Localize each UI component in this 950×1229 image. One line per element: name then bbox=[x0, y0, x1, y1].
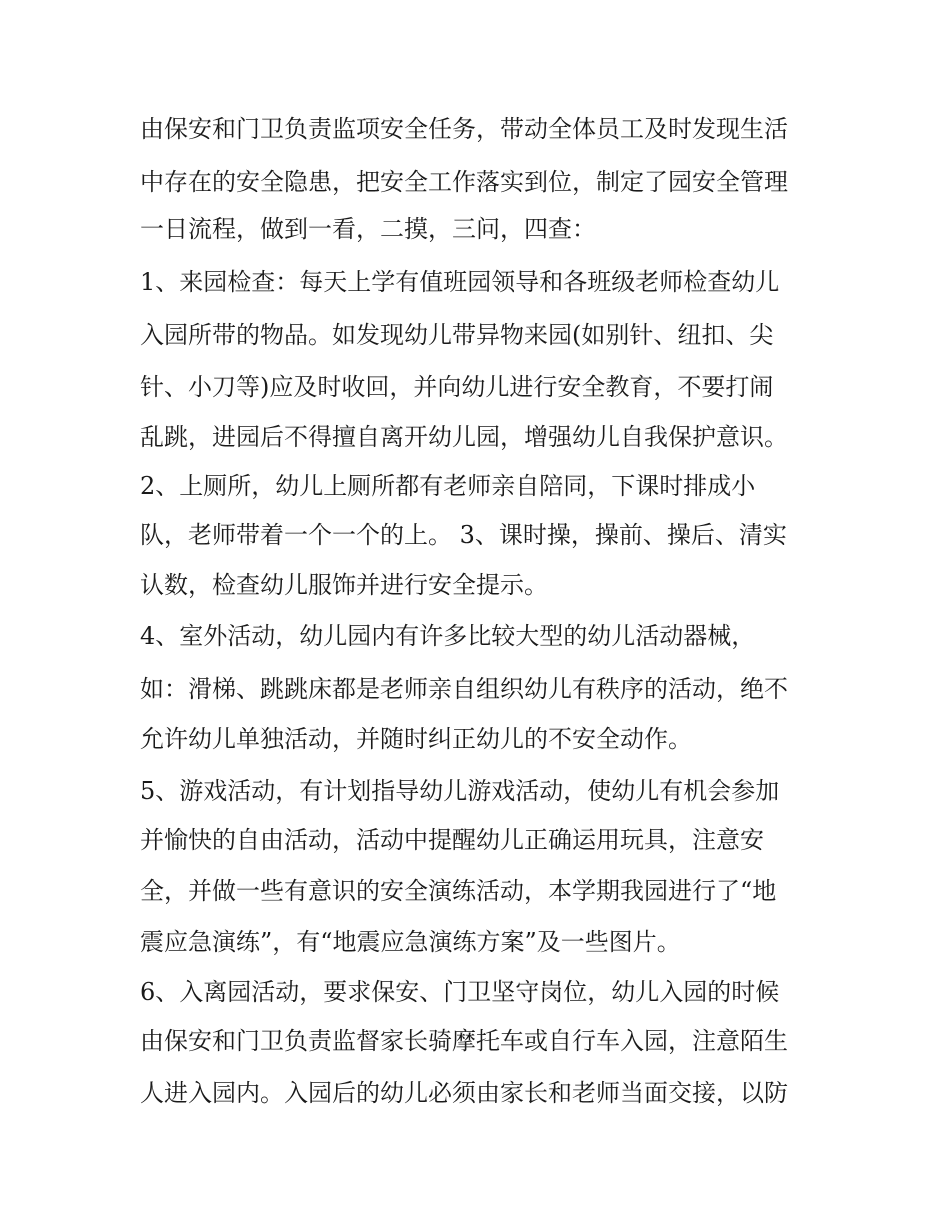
text-line: 1、来园检查：每天上学有值班园领导和各班级老师检查幼儿 bbox=[140, 268, 780, 296]
text-line: 6、入离园活动，要求保安、门卫坚守岗位，幼儿入园的时候 bbox=[140, 978, 780, 1006]
text-line: 由保安和门卫负责监督家长骑摩托车或自行车入园，注意陌生 bbox=[140, 1027, 788, 1055]
text-line: 人进入园内。入园后的幼儿必须由家长和老师当面交接，以防 bbox=[140, 1079, 788, 1107]
text-line: 如：滑梯、跳跳床都是老师亲自组织幼儿有秩序的活动，绝不 bbox=[140, 675, 788, 703]
text-line: 一日流程，做到一看，二摸，三问，四查： bbox=[140, 215, 596, 243]
text-line: 中存在的安全隐患，把安全工作落实到位，制定了园安全管理 bbox=[140, 168, 788, 196]
text-line: 允许幼儿单独活动，并随时纠正幼儿的不安全动作。 bbox=[140, 725, 692, 753]
text-line: 2、上厕所，幼儿上厕所都有老师亲自陪同，下课时排成小 bbox=[140, 472, 756, 500]
text-line: 乱跳，进园后不得擅自离开幼儿园，增强幼儿自我保护意识。 bbox=[140, 423, 788, 451]
text-line: 震应急演练”，有“地震应急演练方案”及一些图片。 bbox=[140, 928, 681, 956]
text-line: 5、游戏活动，有计划指导幼儿游戏活动，使幼儿有机会参加 bbox=[140, 777, 780, 805]
text-line: 队，老师带着一个一个的上。 3、课时操，操前、操后、清实 bbox=[140, 521, 787, 549]
text-line: 由保安和门卫负责监项安全任务，带动全体员工及时发现生活 bbox=[140, 115, 788, 143]
text-line: 针、小刀等)应及时收回，并向幼儿进行安全教育，不要打闹 bbox=[140, 373, 774, 401]
text-line: 并愉快的自由活动，活动中提醒幼儿正确运用玩具，注意安 bbox=[140, 826, 764, 854]
text-line: 4、室外活动，幼儿园内有许多比较大型的幼儿活动器械， bbox=[140, 622, 756, 650]
text-line: 全，并做一些有意识的安全演练活动，本学期我园进行了“地 bbox=[140, 877, 777, 905]
text-line: 认数，检查幼儿服饰并进行安全提示。 bbox=[140, 571, 548, 599]
text-line: 入园所带的物品。如发现幼儿带异物来园(如别针、纽扣、尖 bbox=[140, 321, 774, 349]
